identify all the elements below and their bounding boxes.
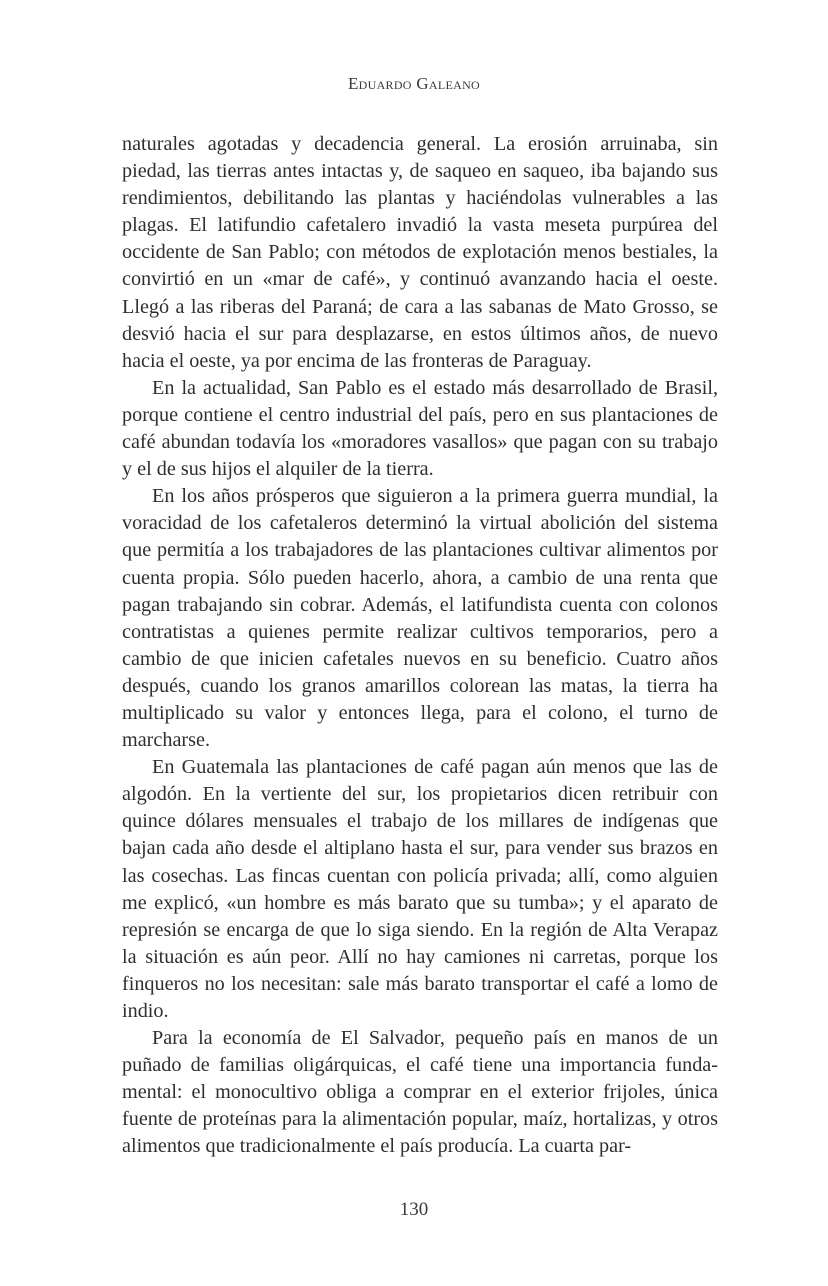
paragraph-4: En Guatemala las plantaciones de café pagan aún menos que las de algodón. En la vertiente del sur, los propietarios dicen retribuir con quince dólares mensuales el trabajo de los millares de indígenas que bajan cada año desde el altiplano hasta el sur, para vender sus brazos en las cosechas. Las fincas cuentan con policía privada; allí, como alguien me explicó, «un hombre es más barato que su tumba»; y el aparato de represión se encarga de que lo siga siendo. En la región de Alta Verapaz la situación es aún peor. Allí no hay camiones ni carretas, porque los finqueros no los necesitan: sale más barato transportar el café a lomo de indio. <box>122 756 718 1022</box>
body-text <box>122 131 718 1161</box>
paragraph-1: naturales agotadas y decadencia general. La erosión arruinaba, sin piedad, las tierras antes intactas y, de saqueo en saqueo, iba bajando sus rendimientos, debilitando las plantas y haciéndolas vulnerables a las plagas. El latifundio cafetalero invadió la vasta meseta purpúrea del occidente de San Pablo; con métodos de explotación menos bestiales, la convirtió en un «mar de café», y continuó avanzando hacia el oeste. Llegó a las riberas del Paraná; de cara a las sabanas de Mato Grosso, se desvió hacia el sur para desplazarse, en estos últimos años, de nuevo hacia el oeste, ya por encima de las fronteras de Paraguay. <box>122 133 718 372</box>
paragraph-2: En la actualidad, San Pablo es el estado más desarrollado de Brasil, porque contiene el centro industrial del país, pero en sus plantaciones de café abundan todavía los «moradores vasallos» que pagan con su trabajo y el de sus hijos el alquiler de la tierra. <box>122 376 718 481</box>
paragraph-5: Para la economía de El Salvador, pequeño país en manos de un puñado de familias oligárquicas, el café tiene una importancia fundamental: el monocultivo obliga a comprar en el exterior frijoles, única fuente de proteínas para la alimentación popular, maíz, hortalizas, y otros alimentos que tradicionalmente el país producía. La cuarta par- <box>122 1027 718 1158</box>
running-head-author: Eduardo Galeano <box>347 74 481 93</box>
page-number: 130 <box>399 1199 429 1220</box>
paragraph-3: En los años prósperos que siguieron a la primera guerra mundial, la voracidad de los cafetaleros determinó la virtual abolición del sistema que permitía a los trabajadores de las plantaciones cultivar alimentos por cuenta propia. Sólo pueden hacerlo, ahora, a cambio de una renta que pagan trabajando sin cobrar. Además, el latifundista cuenta con colonos contratistas a quienes permite realizar cultivos temporarios, pero a cambio de que inicien cafetales nuevos en su beneficio. Cuatro años después, cuando los granos amarillos colorean las matas, la tierra ha multiplicado su valor y entonces llega, para el colono, el turno de marcharse. <box>122 485 718 752</box>
